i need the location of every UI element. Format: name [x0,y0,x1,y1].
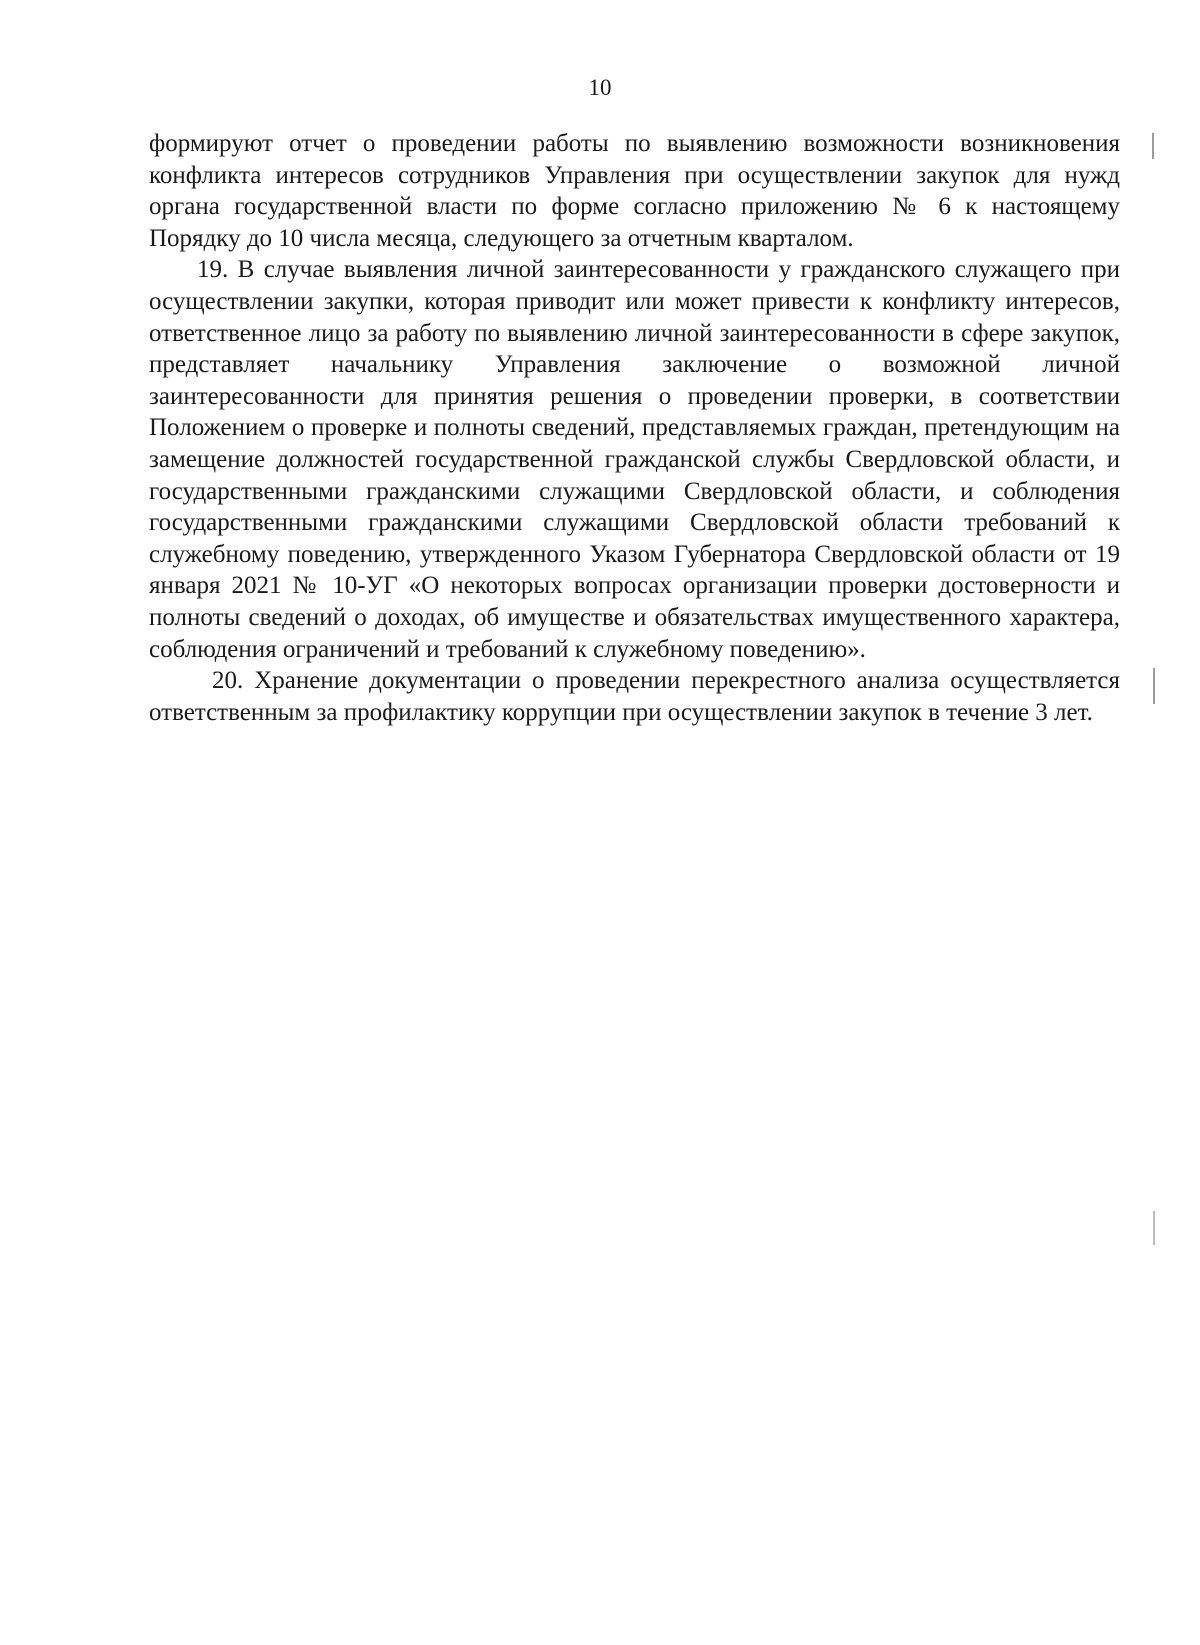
scan-artifact-line [1153,668,1155,704]
scan-artifact-line [1152,133,1154,159]
paragraph-19: 19. В случае выявления личной заинтересованности у гражданского служащего при осуществлении закупки, которая приводит или может привести к конфликту интересов, ответственное лицо за работу по выявлению личной заинтересованности в сфере закупок, представляет начальнику Управления заключение о возможной личной заинтересованности для принятия решения о проведении проверки, в соответствии Положением о проверке и полноты сведений, представляемых граждан, претендующим на замещение должностей государственной гражданской службы Свердловской области, и государственными гражданскими служащими Свердловской области, и соблюдения государственными гражданскими служащими Свердловской области требований к служебному поведению, утвержденного Указом Губернатора Свердловской области от 19 января 2021 № 10-УГ «О некоторых вопросах организации проверки достоверности и полноты сведений о доходах, об имуществе и обязательствах имущественного характера, соблюдения ограничений и требований к служебному поведению». [149,256,1120,663]
scan-artifact-line [1153,1211,1155,1245]
paragraph-20: 20. Хранение документации о проведении перекрестного анализа осуществляется ответственным за профилактику коррупции при осуществлении закупок в течение 3 лет. [149,667,1120,726]
paragraph-continuation: формируют отчет о проведении работы по выявлению возможности возникновения конфликта интересов сотрудников Управления при осуществлении закупок для нужд органа государственной власти по форме согласно приложению № 6 к настоящему Порядку до 10 числа месяца, следующего за отчетным кварталом. [149,130,1120,252]
page-number: 10 [588,75,612,100]
document-body [149,128,1120,728]
